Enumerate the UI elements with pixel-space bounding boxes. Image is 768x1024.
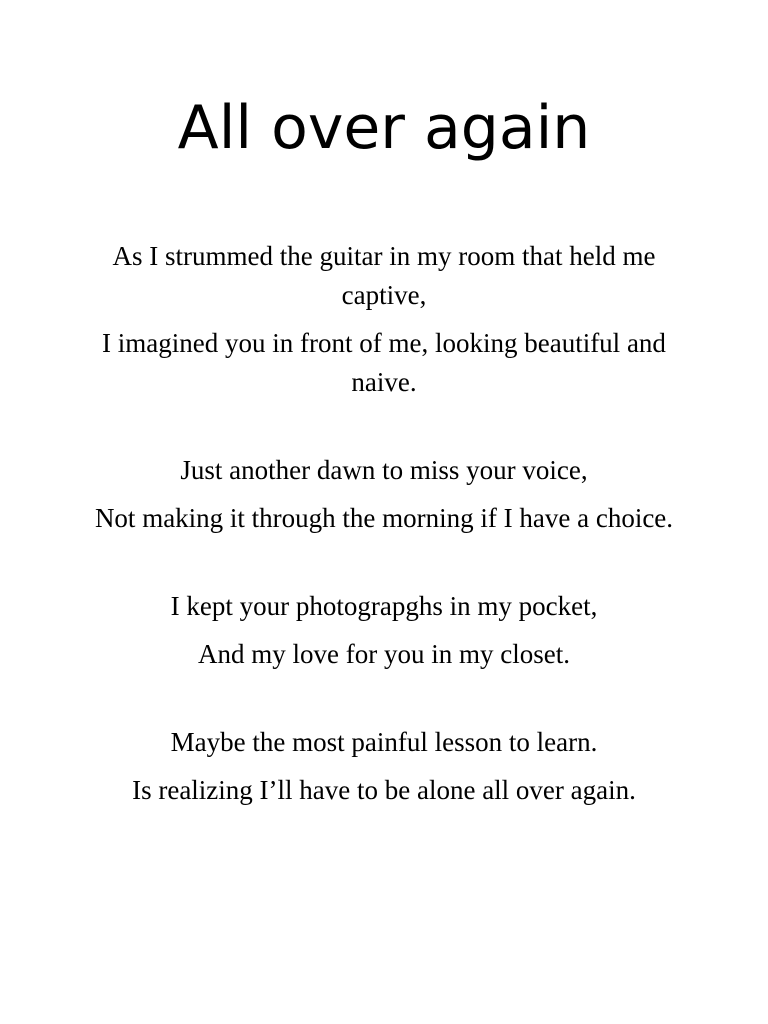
poem-line: As I strummed the guitar in my room that held me captive, (112, 241, 656, 310)
stanza-2 (94, 451, 674, 538)
stanza-3 (94, 587, 674, 674)
stanza-1 (94, 237, 674, 402)
poem-line: Just another dawn to miss your voice, (180, 455, 588, 485)
poem-line: Not making it through the morning if I have a choice. (94, 503, 674, 533)
poem-line: Is realizing I’ll have to be alone all over again. (132, 775, 636, 805)
poem-line: I kept your photograpghs in my pocket, (170, 591, 598, 621)
stanza-4 (94, 723, 674, 810)
poem-line: I imagined you in front of me, looking beautiful and naive. (102, 328, 666, 397)
poem-line: And my love for you in my closet. (198, 639, 570, 669)
poem-line: Maybe the most painful lesson to learn. (170, 727, 598, 757)
poem-title: All over again (177, 93, 591, 163)
poem-body (94, 237, 674, 810)
